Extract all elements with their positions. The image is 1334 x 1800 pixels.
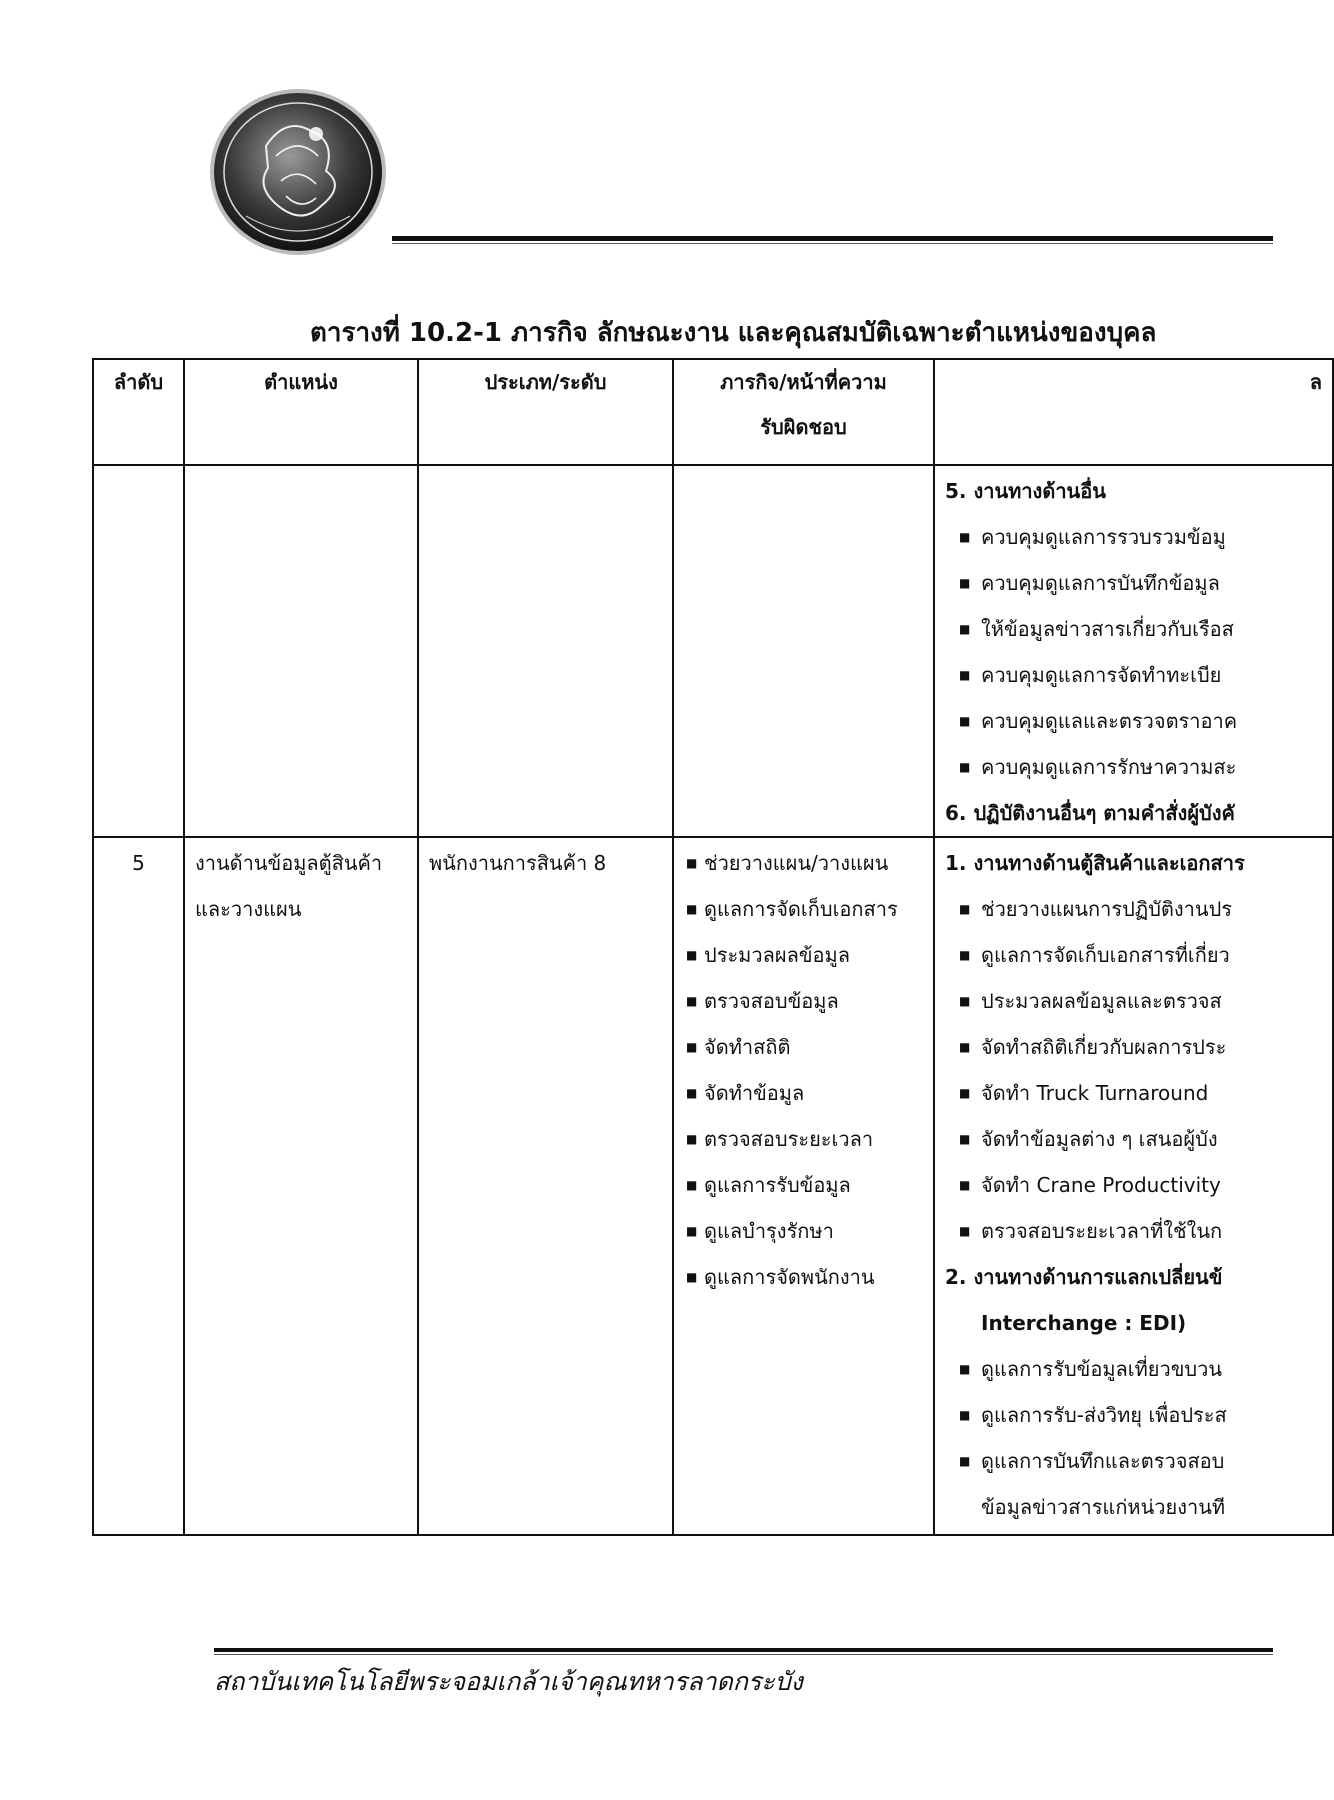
- duty-item: ■ ประมวลผลข้อมูล: [684, 932, 923, 978]
- footer-institution: สถาบันเทคโนโลยีพระจอมเกล้าเจ้าคุณทหารลาดกระบัง: [214, 1667, 803, 1696]
- cell-position-empty: [184, 465, 418, 837]
- detail-bullet: ■ ควบคุมดูแลการรวบรวมข้อมู: [945, 514, 1322, 560]
- detail-bullet: ■ ดูแลการรับข้อมูลเที่ยวขบวน: [945, 1346, 1322, 1392]
- cell-duties-empty: [673, 465, 934, 837]
- header-rule-thin: [392, 243, 1273, 244]
- cell-details-continued: [934, 465, 1333, 837]
- detail-bullet: ■ ช่วยวางแผนการปฏิบัติงานปร: [945, 886, 1322, 932]
- duties-table: [92, 358, 1334, 1536]
- duty-item: ■ ตรวจสอบข้อมูล: [684, 978, 923, 1024]
- detail-line: 2. งานทางด้านการแลกเปลี่ยนข้: [945, 1265, 1223, 1289]
- university-seal-icon: [206, 86, 390, 258]
- level-text: พนักงานการสินค้า 8: [429, 851, 607, 875]
- cell-level: [418, 837, 673, 1535]
- col-header-qualifications-partial: ล: [1309, 370, 1322, 394]
- position-line: งานด้านข้อมูลตู้สินค้า: [195, 851, 383, 875]
- col-header-qualifications: [934, 359, 1333, 465]
- detail-bullet: ■ ประมวลผลข้อมูลและตรวจส: [945, 978, 1322, 1024]
- duty-item: ■ ดูแลการจัดเก็บเอกสาร: [684, 886, 923, 932]
- col-header-position: ตำแหน่ง: [184, 359, 418, 465]
- table-header-row: [93, 359, 1333, 465]
- footer-rule-thin: [214, 1654, 1273, 1655]
- footer-rule: [214, 1648, 1273, 1652]
- table-title: ตารางที่ 10.2-1 ภารกิจ ลักษณะงาน และคุณสมบัติเฉพาะตำแหน่งของบุคล: [310, 318, 1157, 348]
- col-header-no: ลำดับ: [93, 359, 184, 465]
- detail-bullet: ■ จัดทำ Truck Turnaround: [945, 1070, 1322, 1116]
- col-header-duties-line2: รับผิดชอบ: [760, 415, 847, 439]
- duty-item: ■ ดูแลบำรุงรักษา: [684, 1208, 923, 1254]
- detail-bullet: ■ ควบคุมดูแลการบันทึกข้อมูล: [945, 560, 1322, 606]
- detail-line: 5. งานทางด้านอื่น: [945, 479, 1106, 503]
- detail-line: ข้อมูลข่าวสารแก่หน่วยงานที: [981, 1495, 1226, 1519]
- detail-bullet: ■ ดูแลการจัดเก็บเอกสารที่เกี่ยว: [945, 932, 1322, 978]
- detail-line: 6. ปฏิบัติงานอื่นๆ ตามคำสั่งผู้บังคั: [945, 801, 1235, 825]
- cell-position: [184, 837, 418, 1535]
- duty-item: ■ ดูแลการรับข้อมูล: [684, 1162, 923, 1208]
- header-rule: [392, 236, 1273, 241]
- detail-line: Interchange : EDI): [981, 1311, 1187, 1335]
- detail-line: 1. งานทางด้านตู้สินค้าและเอกสาร: [945, 851, 1245, 875]
- duty-item: ■ จัดทำข้อมูล: [684, 1070, 923, 1116]
- col-header-level: ประเภท/ระดับ: [418, 359, 673, 465]
- detail-bullet: ■ ควบคุมดูแลการรักษาความสะ: [945, 744, 1322, 790]
- duty-item: ■ ดูแลการจัดพนักงาน: [684, 1254, 923, 1300]
- detail-bullet: ■ ดูแลการรับ-ส่งวิทยุ เพื่อประส: [945, 1392, 1322, 1438]
- cell-no-empty: [93, 465, 184, 837]
- detail-bullet: ■ ควบคุมดูแลและตรวจตราอาค: [945, 698, 1322, 744]
- duty-item: ■ ตรวจสอบระยะเวลา: [684, 1116, 923, 1162]
- row-number: 5: [132, 851, 145, 875]
- detail-bullet: ■ ควบคุมดูแลการจัดทำทะเบีย: [945, 652, 1322, 698]
- table-row-5: [93, 837, 1333, 1535]
- detail-bullet: ■ ตรวจสอบระยะเวลาที่ใช้ในก: [945, 1208, 1322, 1254]
- cell-duties: [673, 837, 934, 1535]
- col-header-duties: [673, 359, 934, 465]
- detail-bullet: ■ จัดทำ Crane Productivity: [945, 1162, 1322, 1208]
- detail-bullet: ■ ให้ข้อมูลข่าวสารเกี่ยวกับเรือส: [945, 606, 1322, 652]
- detail-bullet: ■ ดูแลการบันทึกและตรวจสอบ: [945, 1438, 1322, 1484]
- cell-details: [934, 837, 1333, 1535]
- col-header-duties-line1: ภารกิจ/หน้าที่ความ: [720, 370, 887, 394]
- position-line: และวางแผน: [195, 897, 302, 921]
- table-row-continued: [93, 465, 1333, 837]
- cell-row-number: [93, 837, 184, 1535]
- duty-item: ■ จัดทำสถิติ: [684, 1024, 923, 1070]
- detail-bullet: ■ จัดทำสถิติเกี่ยวกับผลการประ: [945, 1024, 1322, 1070]
- duty-item: ■ ช่วยวางแผน/วางแผน: [684, 840, 923, 886]
- cell-level-empty: [418, 465, 673, 837]
- detail-bullet: ■ จัดทำข้อมูลต่าง ๆ เสนอผู้บัง: [945, 1116, 1322, 1162]
